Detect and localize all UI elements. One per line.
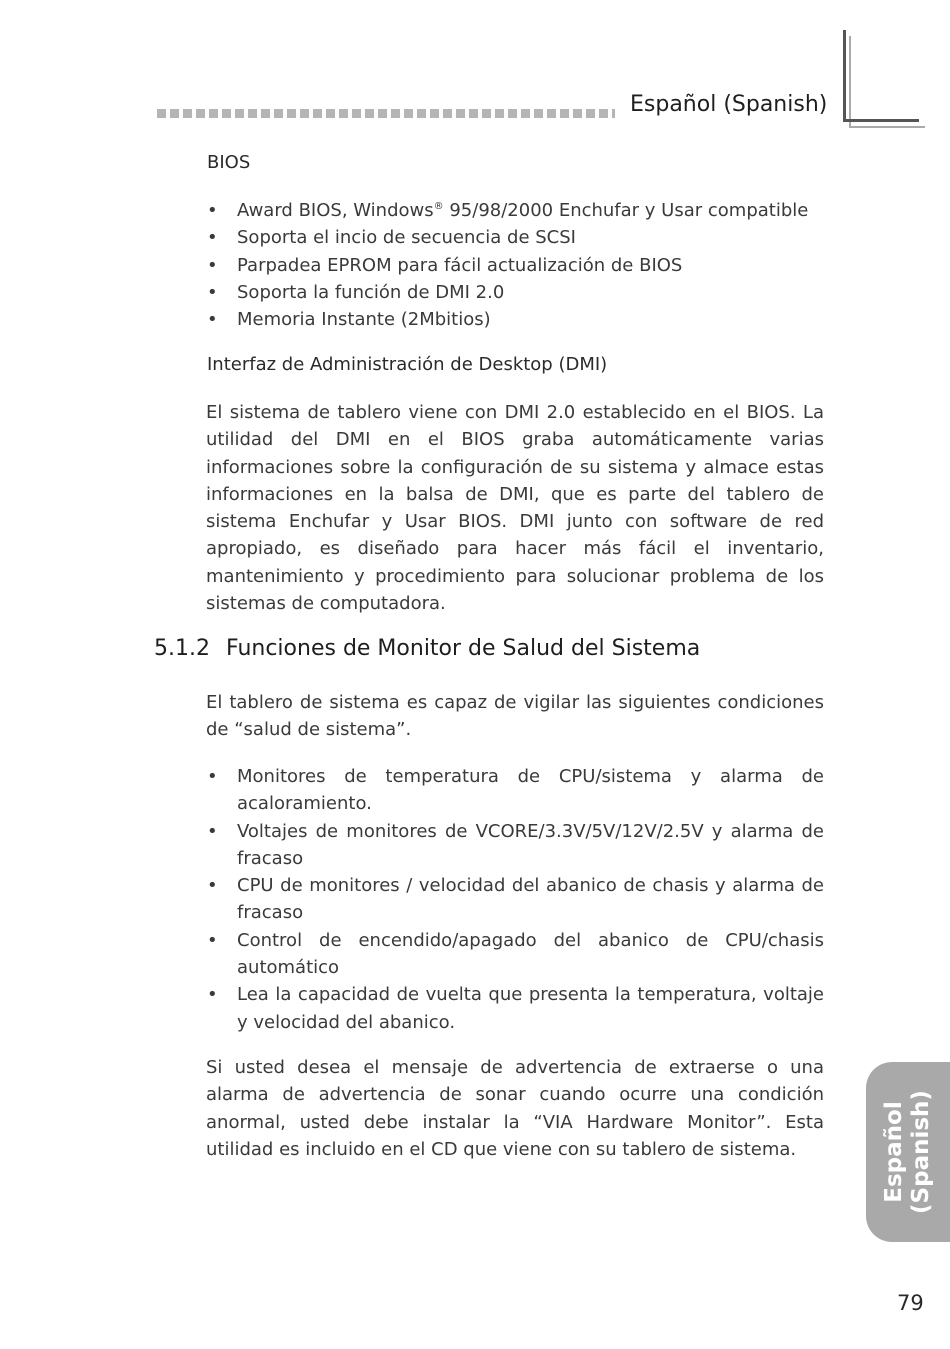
bullet-icon: • — [207, 309, 218, 331]
bullet-icon: • — [207, 929, 218, 951]
header-dotted-rule — [157, 109, 615, 118]
page-number: 79 — [897, 1291, 924, 1315]
section-title: Funciones de Monitor de Salud del Sistema — [226, 636, 701, 661]
list-item: • Parpadea EPROM para fácil actualización de BIOS — [206, 252, 826, 279]
list-item: • Memoria Instante (2Mbitios) — [206, 306, 826, 333]
monitor-feature-list — [206, 763, 824, 1036]
bullet-icon: • — [207, 820, 218, 842]
list-item: • Lea la capacidad de vuelta que presenta la temperatura, voltaje y velocidad del abanico. — [206, 981, 824, 1036]
bullet-icon: • — [207, 281, 218, 303]
language-side-tab — [866, 1062, 950, 1242]
list-item: • Soporta la función de DMI 2.0 — [206, 279, 826, 306]
corner-frame — [843, 30, 919, 122]
list-item: • Control de encendido/apagado del abanico de CPU/chasis automático — [206, 927, 824, 982]
dmi-label: Interfaz de Administración de Desktop (DMI) — [207, 354, 608, 375]
section-heading — [154, 636, 700, 661]
bios-label: BIOS — [207, 152, 251, 173]
closing-paragraph: Si usted desea el mensaje de advertencia de extraerse o una alarma de advertencia de sonar cuando ocurre una condición anormal, usted debe instalar la “VIA Hardware Monitor”. Esta utilidad es incluido en el CD que viene con su tablero de sistema. — [206, 1057, 824, 1160]
section-intro: El tablero de sistema es capaz de vigilar las siguientes condiciones de “salud de sistema”. — [206, 692, 824, 741]
list-item: • Voltajes de monitores de VCORE/3.3V/5V/12V/2.5V y alarma de fracaso — [206, 818, 824, 873]
side-tab-label: Español (Spanish) — [881, 1090, 934, 1214]
list-item: • Soporta el incio de secuencia de SCSI — [206, 224, 826, 251]
bullet-icon: • — [207, 254, 218, 276]
dmi-paragraph: El sistema de tablero viene con DMI 2.0 establecido en el BIOS. La utilidad del DMI en el BIOS graba automáticamente varias informaciones sobre la configuración de su sistema y almace estas informaciones en la balsa de DMI, que es parte del tablero de sistema Enchufar y Usar BIOS. DMI junto con software de red apropiado, es diseñado para hacer más fácil el inventario, mantenimiento y procedimiento para solucionar problema de los sistemas de computadora. — [206, 402, 824, 615]
bullet-icon: • — [207, 984, 218, 1006]
list-item: • CPU de monitores / velocidad del abanico de chasis y alarma de fracaso — [206, 872, 824, 927]
header-title: Español (Spanish) — [630, 92, 828, 117]
bullet-icon: • — [207, 875, 218, 897]
bullet-icon: • — [207, 766, 218, 787]
bullet-icon: • — [207, 200, 218, 221]
bios-feature-list — [206, 197, 826, 333]
section-number: 5.1.2 — [154, 636, 210, 661]
list-item: • Monitores de temperatura de CPU/sistema y alarma de acaloramiento. — [206, 763, 824, 818]
bullet-icon: • — [207, 227, 218, 249]
list-item: • Award BIOS, Windows® 95/98/2000 Enchufar y Usar compatible — [206, 197, 826, 224]
